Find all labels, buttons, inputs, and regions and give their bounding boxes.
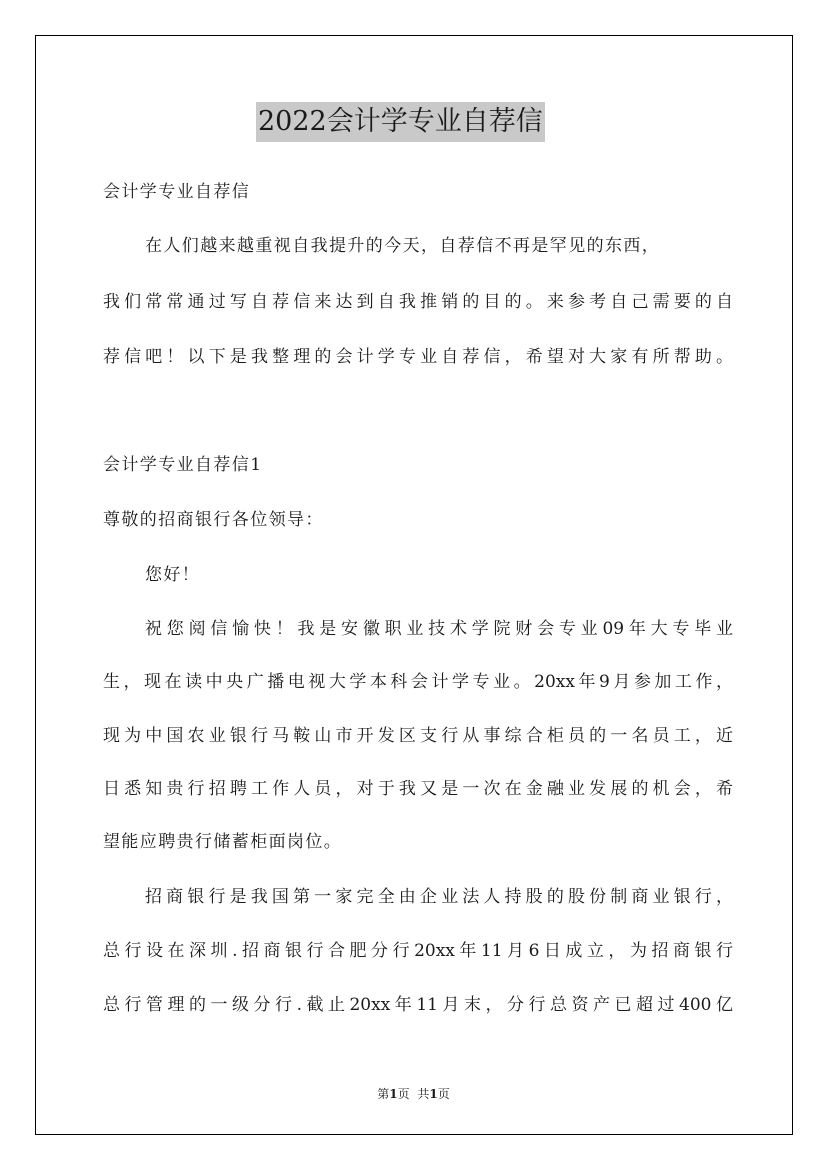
para1-line-4: 日悉知贵行招聘工作人员，对于我又是一次在金融业发展的机会，希 [103, 779, 733, 799]
intro-line-2: 我们常常通过写自荐信来达到自我推销的目的。来参考自己需要的自 [103, 292, 733, 312]
intro-line-1: 在人们越来越重视自我提升的今天，自荐信不再是罕见的东西， [145, 236, 661, 256]
para2-line-2: 总行设在深圳.招商银行合肥分行20xx年11月6日成立，为招商银行 [103, 941, 733, 961]
total-prefix: 共 [417, 1087, 430, 1101]
para1-line-2: 生，现在读中央广播电视大学本科会计学专业。20xx年9月参加工作， [103, 672, 733, 692]
para1-line-5: 望能应聘贵行储蓄柜面岗位。 [103, 832, 343, 852]
page-number: 1 [389, 1087, 398, 1101]
letter-heading: 会计学专业自荐信1 [103, 455, 263, 475]
total-suffix: 页 [437, 1087, 450, 1101]
salutation: 尊敬的招商银行各位领导： [103, 510, 324, 530]
para1-line-3: 现为中国农业银行马鞍山市开发区支行从事综合柜员的一名员工，近 [103, 726, 733, 746]
page-suffix: 页 [397, 1087, 410, 1101]
intro-line-3: 荐信吧！以下是我整理的会计学专业自荐信，希望对大家有所帮助。 [103, 347, 733, 367]
document-subtitle: 会计学专业自荐信 [103, 182, 251, 202]
para1-line-1: 祝您阅信愉快！我是安徽职业技术学院财会专业09年大专毕业 [145, 619, 733, 639]
document-title: 2022会计学专业自荐信 [256, 102, 545, 142]
para2-line-1: 招商银行是我国第一家完全由企业法人持股的股份制商业银行， [145, 887, 733, 907]
page-footer [0, 1086, 827, 1102]
para2-line-3: 总行管理的一级分行.截止20xx年11月末，分行总资产已超过400亿 [103, 995, 733, 1015]
total-pages: 1 [429, 1087, 438, 1101]
greeting: 您好！ [145, 565, 201, 585]
page-prefix: 第 [377, 1087, 390, 1101]
